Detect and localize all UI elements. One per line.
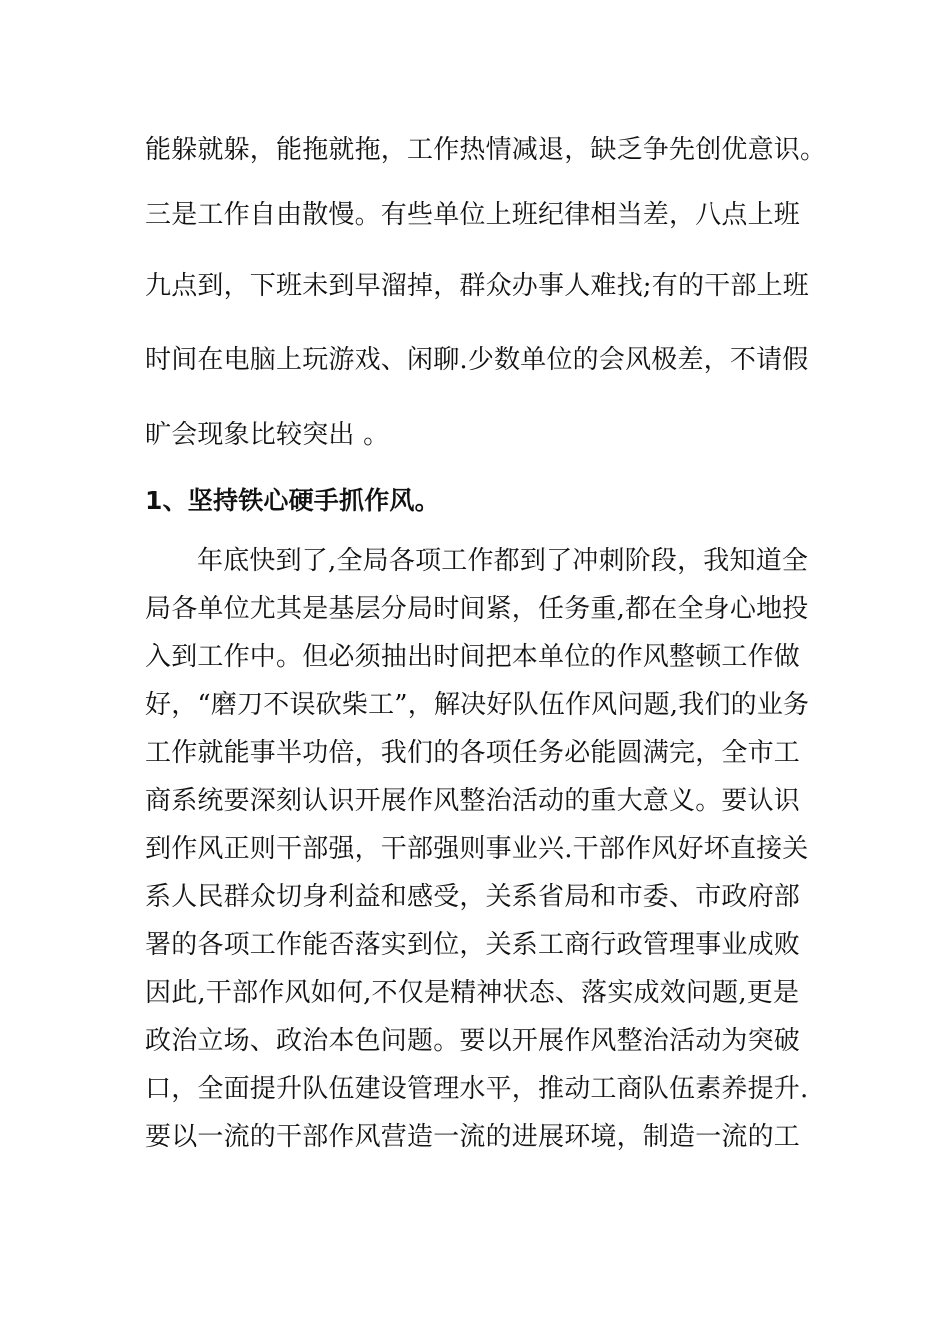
text-line-2: 三是工作自由散慢。有些单位上班纪律相当差，八点上班: [145, 200, 801, 230]
paragraph-line-10: 因此,干部作风如何,不仅是精神状态、落实成效问题,更是: [145, 978, 800, 1008]
paragraph-line-2: 局各单位尤其是基层分局时间紧，任务重,都在全身心地投: [145, 594, 809, 624]
paragraph-line-13: 要以一流的干部作风营造一流的进展环境，制造一流的工: [145, 1122, 801, 1152]
paragraph-line-9: 署的各项工作能否落实到位，关系工商行政管理事业成败: [145, 930, 801, 960]
text-line-3: 九点到，下班未到早溜掉，群众办事人难找;有的干部上班: [145, 271, 809, 301]
paragraph-line-5: 工作就能事半功倍，我们的各项任务必能圆满完，全市工: [145, 738, 801, 768]
text-line-4: 时间在电脑上玩游戏、闲聊.少数单位的会风极差，不请假: [145, 345, 809, 375]
paragraph-line-3: 入到工作中。但必须抽出时间把本单位的作风整顿工作做: [145, 642, 801, 672]
text-line-1: 能躲就躲，能拖就拖，工作热情减退，缺乏争先创优意识。: [145, 135, 827, 165]
paragraph-line-12: 口，全面提升队伍建设管理水平，推动工商队伍素养提升.: [145, 1074, 809, 1104]
paragraph-line-8: 系人民群众切身利益和感受，关系省局和市委、市政府部: [145, 882, 801, 912]
paragraph-line-11: 政治立场、政治本色问题。要以开展作风整治活动为突破: [145, 1026, 801, 1056]
paragraph-line-7: 到作风正则干部强，干部强则事业兴.干部作风好坏直接关: [145, 834, 809, 864]
paragraph-line-1: 年底快到了,全局各项工作都到了冲刺阶段，我知道全: [197, 546, 809, 576]
text-line-5: 旷会现象比较突出 。: [145, 420, 390, 450]
paragraph-line-6: 商系统要深刻认识开展作风整治活动的重大意义。要认识: [145, 786, 801, 816]
paragraph-line-4: 好，“磨刀不误砍柴工”，解决好队伍作风问题,我们的业务: [145, 690, 810, 720]
section-heading: 1、坚持铁心硬手抓作风。: [145, 486, 440, 515]
